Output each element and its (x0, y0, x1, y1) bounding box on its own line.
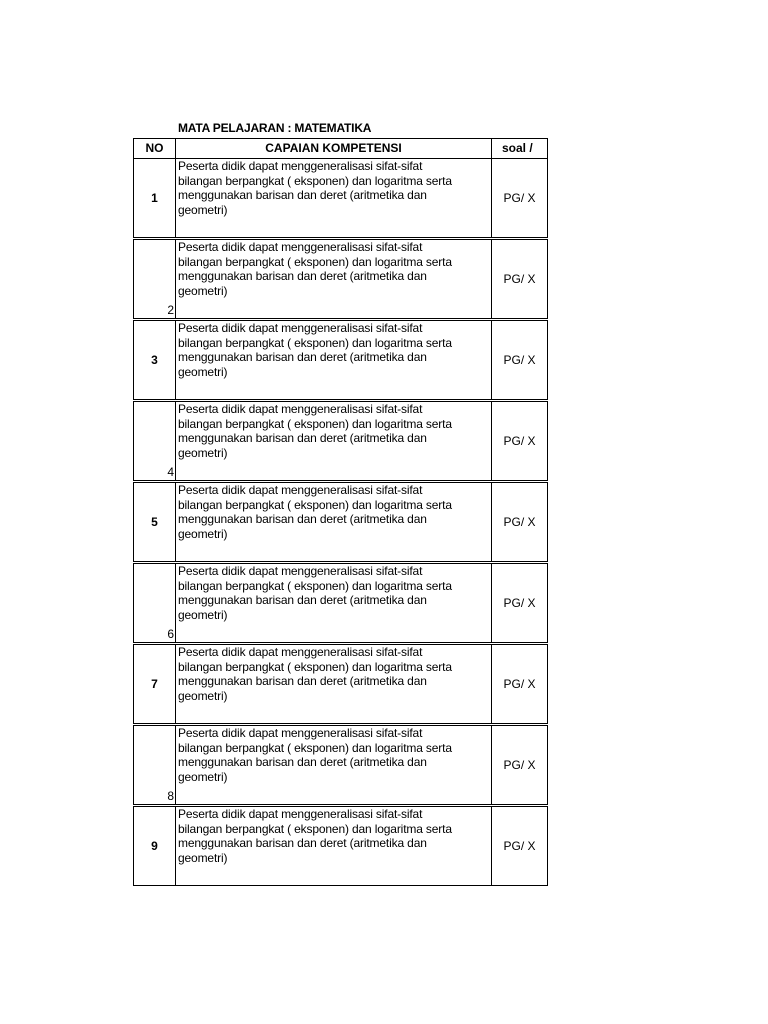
competency-line: Peserta didik dapat menggeneralisasi sifat-sifat (178, 159, 423, 173)
competency-text (176, 563, 492, 644)
competency-line: bilangan berpangkat ( eksponen) dan logaritma serta (178, 821, 452, 836)
competency-line: Peserta didik dapat menggeneralisasi sifat-sifat (178, 240, 423, 254)
competency-line: Peserta didik dapat menggeneralisasi sifat-sifat (178, 321, 423, 335)
header-capaian-kompetensi: CAPAIAN KOMPETENSI (176, 139, 492, 159)
competency-text (176, 482, 492, 563)
competency-line: geometri) (178, 850, 228, 865)
competency-line: menggunakan barisan dan deret (aritmetika dan (178, 350, 427, 365)
competency-line: menggunakan barisan dan deret (aritmetika dan (178, 188, 427, 203)
competency-line: geometri) (178, 364, 228, 379)
header-no: NO (134, 139, 176, 159)
table-row (134, 806, 548, 886)
competency-line: geometri) (178, 283, 228, 298)
table-row (134, 644, 548, 725)
competency-line: menggunakan barisan dan deret (aritmetika dan (178, 836, 427, 851)
competency-line: bilangan berpangkat ( eksponen) dan logaritma serta (178, 740, 452, 755)
row-number: 8 (134, 725, 176, 806)
row-number: 4 (134, 401, 176, 482)
competency-line: bilangan berpangkat ( eksponen) dan logaritma serta (178, 254, 452, 269)
row-number: 3 (134, 320, 176, 401)
competency-line: bilangan berpangkat ( eksponen) dan logaritma serta (178, 416, 452, 431)
competency-line: Peserta didik dapat menggeneralisasi sifat-sifat (178, 402, 423, 416)
competency-line: menggunakan barisan dan deret (aritmetika dan (178, 269, 427, 284)
competency-text (176, 239, 492, 320)
competency-line: geometri) (178, 769, 228, 784)
table-row (134, 563, 548, 644)
table-header-row (134, 139, 548, 159)
competency-line: geometri) (178, 526, 228, 541)
question-type: PG/ X (492, 401, 548, 482)
competency-line: bilangan berpangkat ( eksponen) dan logaritma serta (178, 497, 452, 512)
competency-line: geometri) (178, 607, 228, 622)
competency-line: geometri) (178, 688, 228, 703)
competency-line: menggunakan barisan dan deret (aritmetika dan (178, 755, 427, 770)
subject-title: MATA PELAJARAN : MATEMATIKA (178, 121, 372, 135)
table-row (134, 159, 548, 239)
competency-line: menggunakan barisan dan deret (aritmetika dan (178, 674, 427, 689)
competency-text (176, 401, 492, 482)
competency-line: bilangan berpangkat ( eksponen) dan logaritma serta (178, 173, 452, 188)
row-number: 1 (134, 159, 176, 239)
table-row (134, 320, 548, 401)
row-number: 6 (134, 563, 176, 644)
question-type: PG/ X (492, 239, 548, 320)
competency-line: Peserta didik dapat menggeneralisasi sifat-sifat (178, 807, 423, 821)
question-type: PG/ X (492, 159, 548, 239)
row-number: 9 (134, 806, 176, 886)
competency-text (176, 725, 492, 806)
question-type: PG/ X (492, 482, 548, 563)
competency-line: geometri) (178, 202, 228, 217)
competency-table (133, 138, 548, 886)
competency-text (176, 320, 492, 401)
competency-line: Peserta didik dapat menggeneralisasi sifat-sifat (178, 564, 423, 578)
question-type: PG/ X (492, 806, 548, 886)
competency-line: Peserta didik dapat menggeneralisasi sifat-sifat (178, 726, 423, 740)
competency-line: Peserta didik dapat menggeneralisasi sifat-sifat (178, 645, 423, 659)
competency-text (176, 644, 492, 725)
competency-line: menggunakan barisan dan deret (aritmetika dan (178, 512, 427, 527)
competency-text (176, 806, 492, 886)
question-type: PG/ X (492, 644, 548, 725)
question-type: PG/ X (492, 725, 548, 806)
competency-line: bilangan berpangkat ( eksponen) dan logaritma serta (178, 335, 452, 350)
row-number: 2 (134, 239, 176, 320)
competency-line: bilangan berpangkat ( eksponen) dan logaritma serta (178, 659, 452, 674)
question-type: PG/ X (492, 563, 548, 644)
table-row (134, 725, 548, 806)
competency-line: bilangan berpangkat ( eksponen) dan logaritma serta (178, 578, 452, 593)
competency-line: menggunakan barisan dan deret (aritmetika dan (178, 431, 427, 446)
competency-line: geometri) (178, 445, 228, 460)
table-row (134, 239, 548, 320)
table-row (134, 482, 548, 563)
row-number: 7 (134, 644, 176, 725)
table-row (134, 401, 548, 482)
question-type: PG/ X (492, 320, 548, 401)
header-soal: soal / (492, 139, 548, 159)
row-number: 5 (134, 482, 176, 563)
competency-line: Peserta didik dapat menggeneralisasi sifat-sifat (178, 483, 423, 497)
competency-line: menggunakan barisan dan deret (aritmetika dan (178, 593, 427, 608)
competency-text (176, 159, 492, 239)
